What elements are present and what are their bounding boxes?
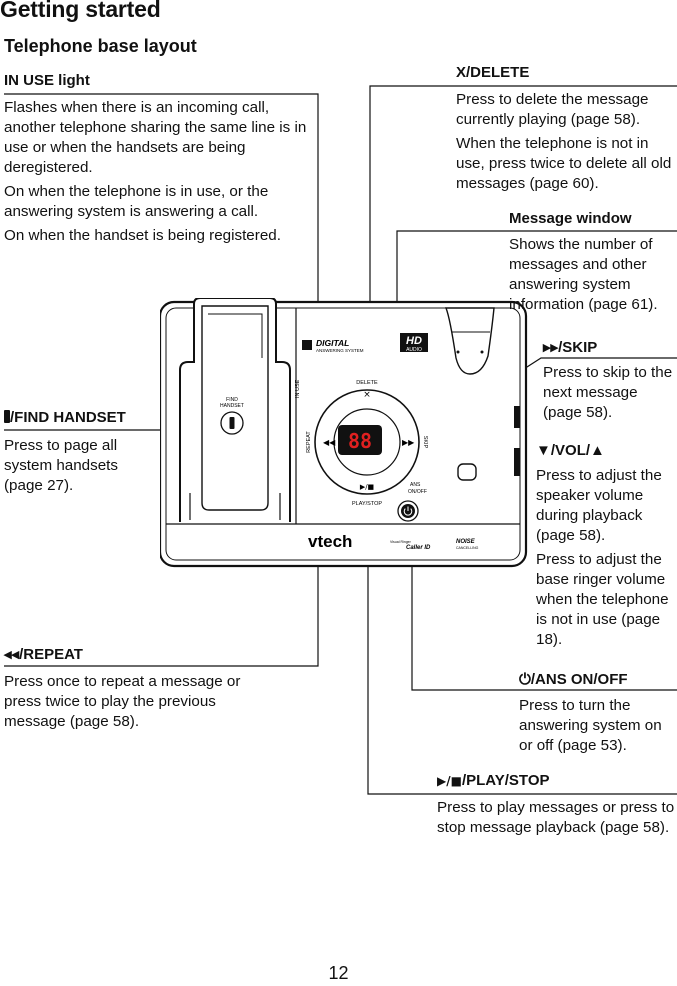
digital-logo-text: DIGITAL [316,338,350,348]
find-handset-top: FIND [226,397,238,403]
skip-icon: ▸▸ [543,339,559,356]
skip-callout-text: Press to skip to the next message (page 58). [543,364,673,421]
hd-logo: HD [406,335,422,347]
caller-id-small: Visual Ringer [390,540,411,544]
message-count-display: 88 [347,429,373,453]
play-stop-icon: ▶/■ [437,774,462,788]
message-window-callout-text: Shows the number of messages and other answering system information (page 61). [509,236,658,313]
play-stop-callout-label: ▶/■/PLAY/STOP [437,772,550,789]
ans-callout-label: ⏻/ANS ON/OFF [519,670,628,688]
delete-callout-text: Press to delete the message currently playing (page 58). When the telephone is not in use, press twice to delete all old messages (page 60). [456,91,672,192]
volume-down-icon: ▼ [536,442,551,459]
delete-x-icon: × [363,390,371,400]
find-handset-callout-label: /FIND HANDSET [4,409,126,426]
rewind-icon: ◂◂ [4,646,20,663]
play-stop-label: PLAY/STOP [351,501,383,507]
noise-logo: NOISE [456,539,475,545]
play-stop-icon: ▶/■ [359,483,375,491]
ans-label-top: ANS [410,482,421,488]
in-use-callout-label: IN USE light [4,72,90,89]
repeat-callout-label: ◂◂/REPEAT [4,646,83,663]
noise-logo-sub: CANCELLING [456,546,479,550]
telephone-base-illustration [160,298,530,570]
repeat-label: REPEAT [306,431,312,453]
volume-up-icon: ▲ [590,442,605,459]
repeat-callout-text: Press once to repeat a message or press twice to play the previous message (page 58). [4,673,241,730]
delete-callout-label: X/DELETE [456,64,530,81]
skip-callout-label: ▸▸/SKIP [543,339,598,356]
in-use-label: IN USE [295,379,301,398]
brand-logo: vtech [308,532,353,551]
digital-logo-sub: ANSWERING SYSTEM [316,348,364,353]
skip-icon: ▶▶ [402,438,415,447]
caller-id-logo: Caller ID [406,545,431,551]
message-window-callout-label: Message window [509,210,632,227]
ans-label-bottom: ON/OFF [408,489,427,495]
delete-label: DELETE [356,380,378,386]
find-handset-callout-text: Press to page all system handsets (page 27). [4,437,118,494]
skip-label: SKIP [422,435,428,449]
play-stop-callout-text: Press to play messages or press to stop message playback (page 58). [437,799,675,836]
audio-logo: AUDIO [406,347,422,353]
find-handset-bottom: HANDSET [220,403,244,409]
section-title: Getting started [0,0,161,22]
page-title: Telephone base layout [4,36,197,56]
in-use-callout-text: Flashes when there is an incoming call, another telephone sharing the same line is in use or when the handsets are being deregistered. On when the telephone is in use, or the answering system is answering a call. On when the handset is being registered. [4,99,307,244]
ans-callout-text: Press to turn the answering system on or off (page 53). [519,697,662,754]
page-number: 12 [328,963,349,983]
repeat-icon: ◀◀ [323,438,336,447]
power-icon: ⏻ [519,670,531,688]
vol-callout-text: Press to adjust the speaker volume during playback (page 58). Press to adjust the base ringer volume when the telephone is not in use (page 18). [536,467,669,648]
vol-callout-label: ▼/VOL/▲ [536,442,605,459]
